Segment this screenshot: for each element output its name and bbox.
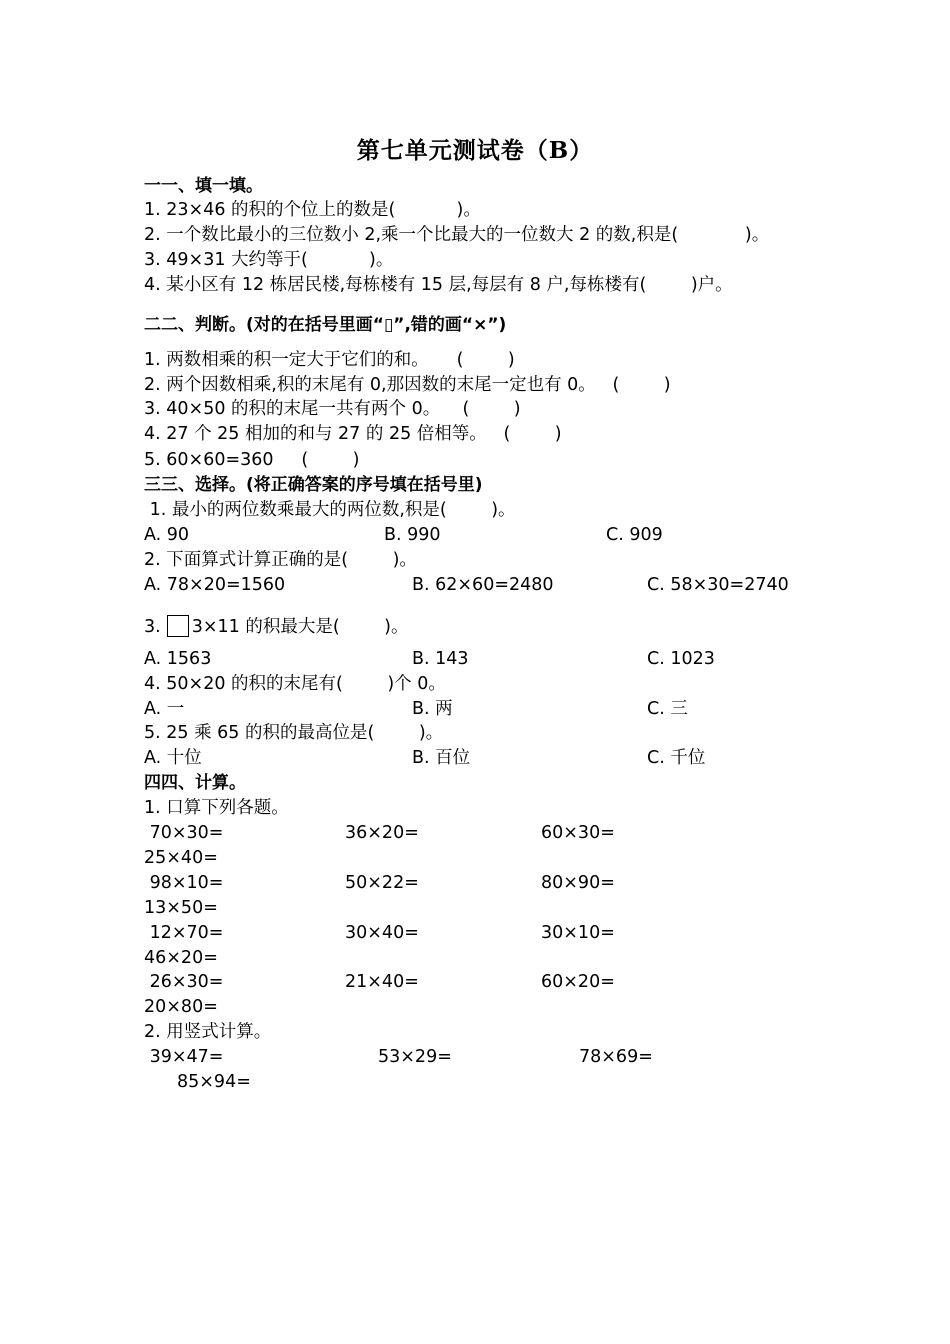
- judge-question-3: 3. 40×50 的积的末尾一共有两个 0。 ( ): [144, 399, 521, 419]
- blank-digit-box: [167, 615, 189, 637]
- judge-question-4: 4. 27 个 25 相加的和与 27 的 25 倍相等。 ( ): [144, 424, 562, 444]
- vertical-calc-item: 53×29=: [378, 1047, 452, 1067]
- choice-5-option-c: C. 千位: [647, 748, 706, 768]
- mental-calc-item: 25×40=: [144, 848, 218, 868]
- choice-question-1: 1. 最小的两位数乘最大的两位数,积是( )。: [144, 500, 516, 520]
- judge-question-5: 5. 60×60=360 ( ): [144, 450, 360, 470]
- mental-calc-item: 98×10=: [144, 873, 224, 893]
- choice-4-option-b: B. 两: [412, 699, 453, 719]
- mental-calc-item: 26×30=: [144, 972, 224, 992]
- mental-calc-item: 46×20=: [144, 948, 218, 968]
- vertical-calc-item: 78×69=: [579, 1047, 653, 1067]
- mental-calc-item: 20×80=: [144, 997, 218, 1017]
- choice-3-option-a: A. 1563: [144, 649, 212, 669]
- choice-1-option-b: B. 990: [384, 525, 441, 545]
- calc-subheading-vertical: 2. 用竖式计算。: [144, 1022, 272, 1042]
- choice-2-option-c: C. 58×30=2740: [647, 575, 789, 595]
- mental-calc-item: 70×30=: [144, 823, 224, 843]
- section-heading-calc: 四四、计算。: [144, 773, 246, 793]
- mental-calc-item: 13×50=: [144, 898, 218, 918]
- vertical-calc-item: 39×47=: [144, 1047, 224, 1067]
- mental-calc-item: 12×70=: [144, 923, 224, 943]
- calc-subheading-mental: 1. 口算下列各题。: [144, 798, 289, 818]
- choice-3-text: 3×11 的积最大是( )。: [191, 617, 409, 637]
- fill-question-1: 1. 23×46 的积的个位上的数是( )。: [144, 200, 481, 220]
- vertical-calc-item: 85×94=: [177, 1072, 251, 1092]
- mental-calc-item: 30×10=: [541, 923, 615, 943]
- mental-calc-item: 60×30=: [541, 823, 615, 843]
- choice-4-option-a: A. 一: [144, 699, 185, 719]
- mental-calc-item: 30×40=: [345, 923, 419, 943]
- choice-1-option-a: A. 90: [144, 525, 190, 545]
- choice-question-3: [144, 615, 409, 638]
- section-heading-judge: 二二、判断。(对的在括号里画“▯”,错的画“×”): [144, 315, 507, 335]
- fill-question-3: 3. 49×31 大约等于( )。: [144, 250, 394, 270]
- choice-5-option-b: B. 百位: [412, 748, 471, 768]
- choice-2-option-a: A. 78×20=1560: [144, 575, 286, 595]
- mental-calc-item: 60×20=: [541, 972, 615, 992]
- choice-4-option-c: C. 三: [647, 699, 688, 719]
- judge-question-1: 1. 两数相乘的积一定大于它们的和。 ( ): [144, 350, 515, 370]
- choice-2-option-b: B. 62×60=2480: [412, 575, 554, 595]
- mental-calc-item: 36×20=: [345, 823, 419, 843]
- choice-3-number: 3.: [144, 617, 161, 637]
- choice-question-5: 5. 25 乘 65 的积的最高位是( )。: [144, 723, 444, 743]
- mental-calc-item: 21×40=: [345, 972, 419, 992]
- choice-1-option-c: C. 909: [606, 525, 663, 545]
- mental-calc-item: 50×22=: [345, 873, 419, 893]
- page-title: 第七单元测试卷（B）: [356, 137, 594, 164]
- section-heading-choice: 三三、选择。(将正确答案的序号填在括号里): [144, 475, 483, 495]
- mental-calc-item: 80×90=: [541, 873, 615, 893]
- choice-3-option-b: B. 143: [412, 649, 469, 669]
- choice-question-2: 2. 下面算式计算正确的是( )。: [144, 550, 417, 570]
- fill-question-2: 2. 一个数比最小的三位数小 2,乘一个比最大的一位数大 2 的数,积是( )。: [144, 225, 770, 245]
- fill-question-4: 4. 某小区有 12 栋居民楼,每栋楼有 15 层,每层有 8 户,每栋楼有( )户。: [144, 275, 733, 295]
- choice-question-4: 4. 50×20 的积的末尾有( )个 0。: [144, 674, 446, 694]
- choice-5-option-a: A. 十位: [144, 748, 202, 768]
- section-heading-fill: 一一、填一填。: [144, 176, 263, 196]
- judge-question-2: 2. 两个因数相乘,积的末尾有 0,那因数的末尾一定也有 0。 ( ): [144, 375, 671, 395]
- choice-3-option-c: C. 1023: [647, 649, 715, 669]
